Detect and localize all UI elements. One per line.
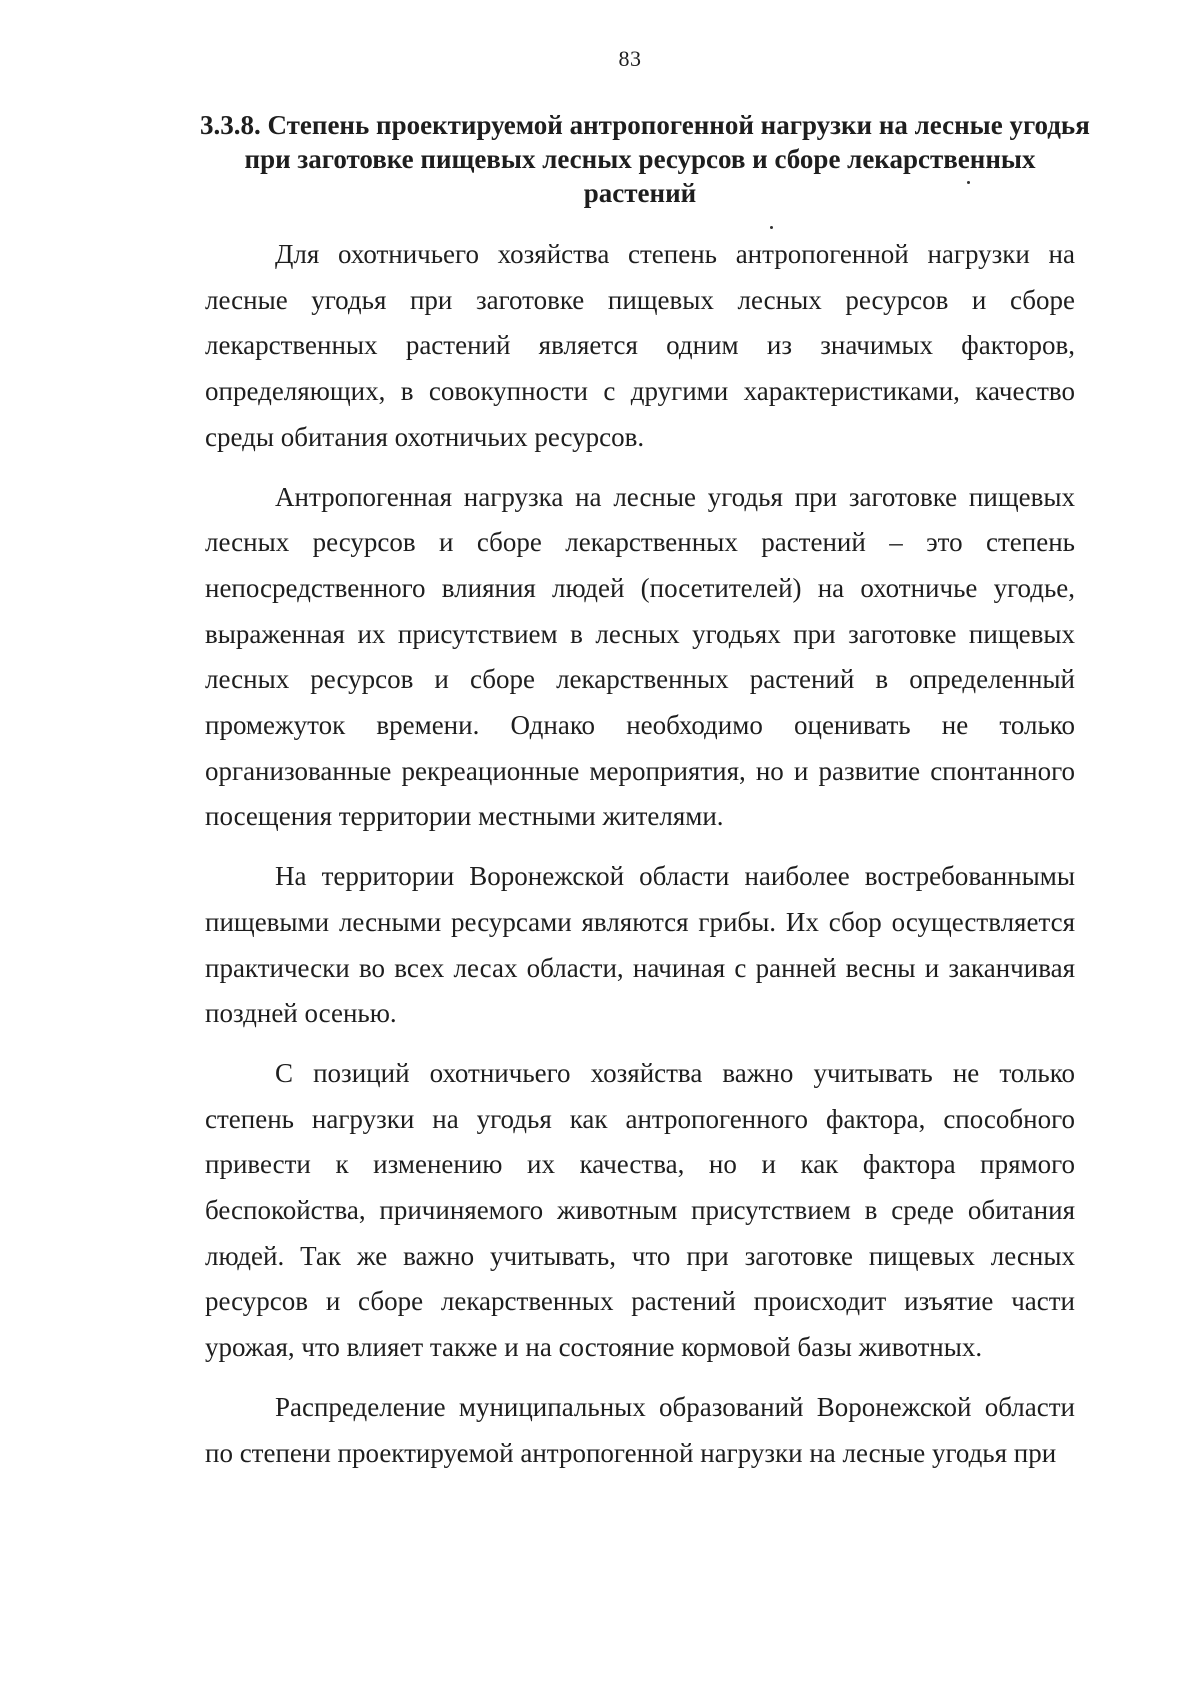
paragraph: Антропогенная нагрузка на лесные угодья при заготовке пищевых лесных ресурсов и сборе лекарственных растений – это степень непосредственного влияния людей (посетителей) на охотничье угодье, выраженная их присутствием в лесных угодьях при заготовке пищевых лесных ресурсов и сборе лекарственных растений в определенный промежуток времени. Однако необходимо оценивать не только организованные рекреационные мероприятия, но и развитие спонтанного посещения территории местными жителями. <box>205 481 1075 832</box>
scan-speck <box>770 226 773 229</box>
paragraph: С позиций охотничьего хозяйства важно учитывать не только степень нагрузки на угодья как антропогенного фактора, способного привести к изменению их качества, но и как фактора прямого беспокойства, причиняемого животным присутствием в среде обитания людей. Так же важно учитывать, что при заготовке пищевых лесных ресурсов и сборе лекарственных растений происходит изъятие части урожая, что влияет также и на состояние кормовой базы животных. <box>205 1057 1075 1363</box>
section-heading-line-3: растений <box>583 178 697 208</box>
scan-speck <box>967 181 970 184</box>
paragraph: Распределение муниципальных образований Воронежской области по степени проектируемой антропогенной нагрузки на лесные угодья при <box>205 1391 1075 1468</box>
section-heading <box>200 108 1090 210</box>
paragraph: Для охотничьего хозяйства степень антропогенной нагрузки на лесные угодья при заготовке пищевых лесных ресурсов и сборе лекарственных растений является одним из значимых факторов, определяющих, в совокупности с другими характеристиками, качество среды обитания охотничьих ресурсов. <box>205 239 1075 452</box>
paragraph: На территории Воронежской области наиболее востребованнымы пищевыми лесными ресурсами являются грибы. Их сбор осуществляется практически во всех лесах области, начиная с ранней весны и заканчивая поздней осенью. <box>205 861 1075 1029</box>
page-number: 83 <box>618 46 642 71</box>
body-text <box>205 232 1075 1490</box>
section-heading-line-2: при заготовке пищевых лесных ресурсов и сборе лекарственных <box>244 144 1036 174</box>
section-heading-line-1: 3.3.8. Степень проектируемой антропогенной нагрузки на лесные угодья <box>200 110 1090 140</box>
